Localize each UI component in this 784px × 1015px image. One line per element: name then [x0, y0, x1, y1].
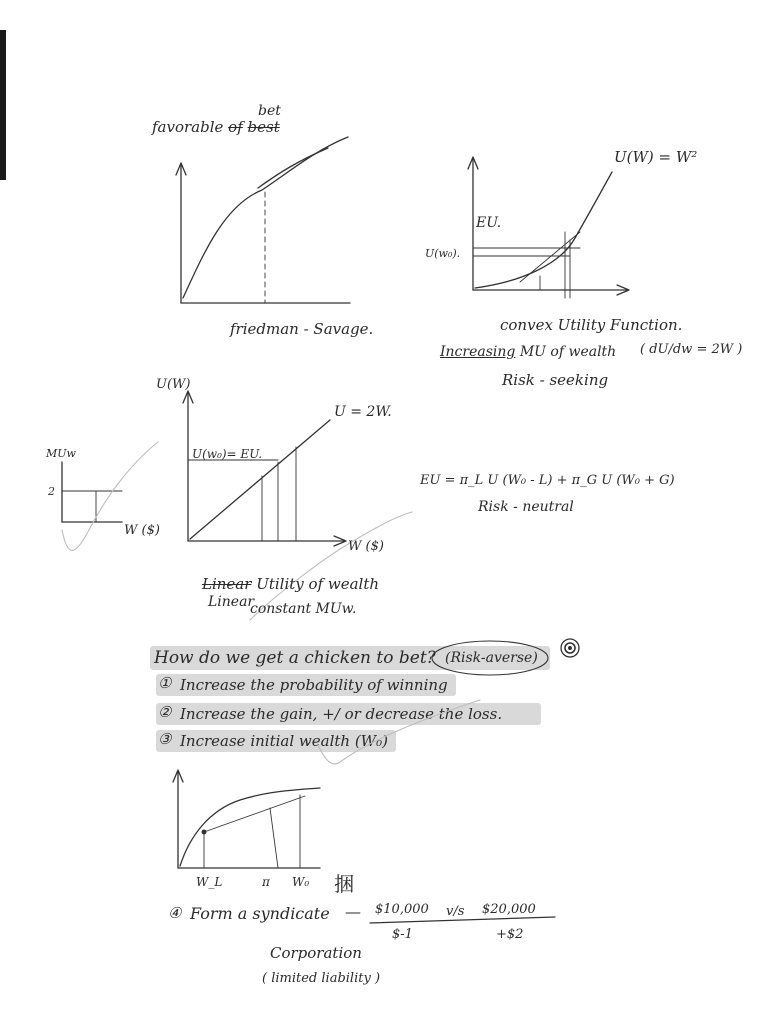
fig3-caption-word: Linear [208, 594, 255, 610]
chicken-item-2-num: ② [158, 703, 172, 721]
chicken-question: How do we get a chicken to bet? [154, 648, 436, 668]
fig2-eu-label: EU. [476, 215, 502, 231]
fig2-curve-label: U(W) = W² [614, 148, 698, 166]
formula-neutral: Risk - neutral [478, 499, 574, 515]
fig3-x-label: W ($) [348, 539, 384, 554]
fig1-heading-insert: bet [258, 103, 281, 119]
fig3-uw0-label: U(w₀)= EU. [192, 447, 263, 461]
syndicate-den-2: +$2 [496, 927, 524, 942]
fig4-tick-2: π [262, 875, 270, 889]
fig3-caption-rest: Utility of wealth [256, 575, 380, 593]
fig3-caption-struck: Linear [202, 575, 252, 593]
fig2-note-rest: MU of wealth [519, 344, 617, 360]
syndicate-dash: — [345, 902, 361, 921]
fig4-hanzi: 捆 [334, 872, 354, 896]
syndicate-den-1: $-1 [392, 927, 413, 942]
fig2-caption: convex Utility Function. [500, 316, 683, 334]
fig1-heading-word: favorable [152, 118, 224, 136]
syndicate-vs: v/s [446, 904, 465, 919]
fig3-mu-value: 2 [48, 485, 55, 498]
formula-eu: EU = π_L U (W₀ - L) + π_G U (W₀ + G) [420, 473, 675, 488]
chicken-item-1-num: ① [158, 674, 172, 692]
fig3-caption-line2: constant MUw. [250, 601, 357, 617]
syndicate-corp: Corporation [270, 944, 362, 962]
fig2-note-underlined: Increasing [440, 344, 516, 360]
fraction-line [370, 917, 555, 923]
fig3-mu-x: W ($) [124, 523, 160, 538]
fig2-uw0-label: U(w₀). [425, 247, 461, 260]
chicken-item-3-num: ③ [158, 730, 172, 748]
syndicate-amount-2: $20,000 [482, 902, 536, 917]
chicken-item-2-text: Increase the gain, +/ or decrease the loss. [180, 705, 503, 723]
fig4-tick-3: W₀ [292, 875, 310, 889]
fig2-derivative: ( dU/dw = 2W ) [640, 342, 743, 357]
fig3-line-label: U = 2W. [334, 404, 392, 420]
fig3-mu-axis: MUw [46, 447, 76, 460]
fig4-tick-1: W_L [196, 875, 223, 889]
chicken-item-3-text: Increase initial wealth (W₀) [180, 732, 388, 750]
fig3-u-axis: U(W) [156, 377, 191, 392]
chicken-item-1-text: Increase the probability of winning [180, 676, 448, 694]
syndicate-amount-1: $10,000 [375, 902, 429, 917]
syndicate-limited: ( limited liability ) [262, 971, 381, 986]
chicken-tag: (Risk-averse) [445, 650, 538, 666]
syndicate-num: ④ [168, 904, 182, 922]
fig2-risk: Risk - seeking [502, 371, 609, 389]
syndicate-text: Form a syndicate [190, 904, 330, 923]
fig1-caption: friedman - Savage. [230, 320, 374, 338]
fig1-heading-struck-word: best [247, 118, 280, 136]
fig1-heading-struck: of [228, 118, 243, 136]
